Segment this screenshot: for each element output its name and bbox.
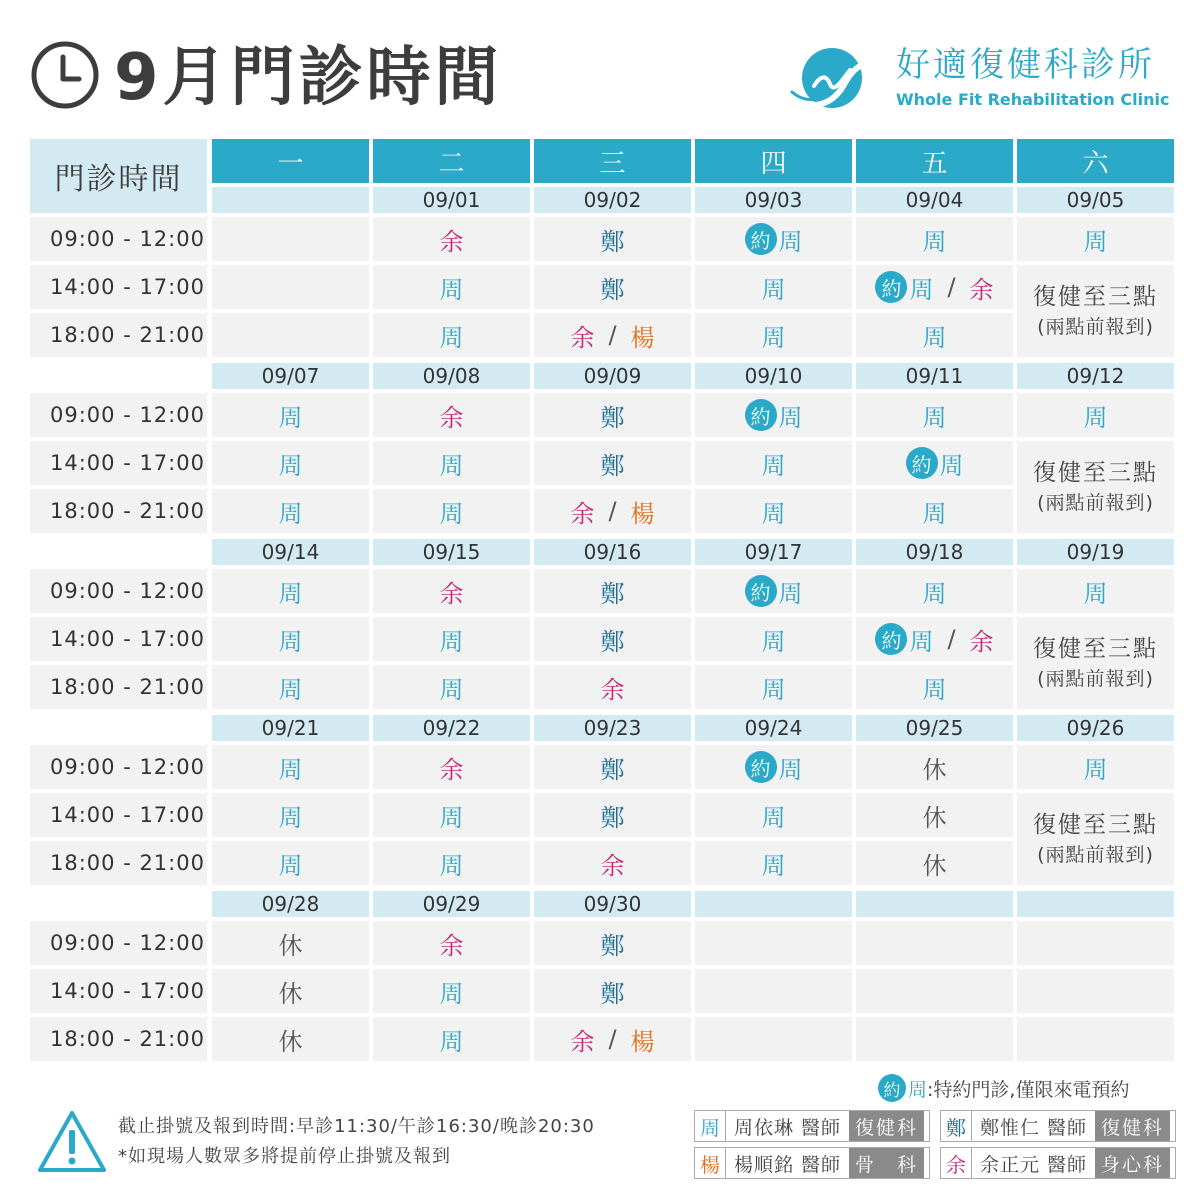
doctor-mark: 周: [439, 275, 464, 304]
schedule-slot: [695, 793, 852, 837]
schedule-slot: [212, 665, 369, 709]
time-slot-label: 09:00 - 12:00: [30, 217, 207, 261]
time-slot-label: 14:00 - 17:00: [30, 793, 207, 837]
time-slot-label: 18:00 - 21:00: [30, 665, 207, 709]
doctor-mark: 鄭: [600, 579, 625, 608]
schedule-slot: [856, 969, 1013, 1013]
schedule-slot: [534, 1017, 691, 1061]
schedule-slot: [856, 265, 1013, 309]
schedule-slot: [373, 665, 530, 709]
corner-header: 門診時間: [30, 139, 207, 213]
closed-mark: 休: [278, 1027, 303, 1056]
date-cell-empty: [1017, 891, 1174, 917]
schedule-slot: [534, 793, 691, 837]
doctor-mark: 余: [570, 323, 595, 352]
schedule-slot: [856, 665, 1013, 709]
doctor-mark: 鄭: [600, 755, 625, 784]
schedule-slot: [695, 393, 852, 437]
schedule-slot: [373, 793, 530, 837]
doctor-mark: 周: [439, 451, 464, 480]
date-cell: 09/02: [534, 187, 691, 213]
doctor-mark: 余: [969, 627, 994, 656]
schedule-slot: [1017, 569, 1174, 613]
schedule-slot: [212, 841, 369, 885]
schedule-slot: [212, 313, 369, 357]
schedule-slot: [212, 393, 369, 437]
time-slot-label: 14:00 - 17:00: [30, 265, 207, 309]
doctor-separator: /: [608, 321, 617, 349]
legend-doctor-name: 余正元 醫師: [980, 1153, 1088, 1176]
schedule-slot: [373, 921, 530, 965]
saturday-rehab-note: [1017, 793, 1174, 885]
day-header: 二: [373, 139, 530, 183]
schedule-slot: [856, 217, 1013, 261]
saturday-note-line1: 復健至三點: [1033, 812, 1158, 838]
legend-char: 余: [941, 1148, 972, 1178]
saturday-rehab-note: [1017, 441, 1174, 533]
schedule-slot: [856, 921, 1013, 965]
doctor-mark: 周: [922, 499, 947, 528]
schedule-slot: [1017, 745, 1174, 789]
doctor-mark: 周: [439, 627, 464, 656]
legend-char: 鄭: [941, 1111, 972, 1141]
schedule-slot: [856, 393, 1013, 437]
date-cell: 09/29: [373, 891, 530, 917]
date-cell: 09/15: [373, 539, 530, 565]
saturday-rehab-note: [1017, 265, 1174, 357]
schedule-slot: [373, 393, 530, 437]
schedule-slot: [1017, 921, 1174, 965]
doctor-mark: 周: [278, 627, 303, 656]
doctor-mark: 周: [761, 627, 786, 656]
schedule-slot: [373, 265, 530, 309]
doctor-mark: 鄭: [600, 403, 625, 432]
schedule-slot: [856, 745, 1013, 789]
schedule-slot: [373, 745, 530, 789]
date-cell: 09/09: [534, 363, 691, 389]
appointment-only-badge: 約: [875, 623, 907, 655]
schedule-slot: [695, 265, 852, 309]
schedule-slot: [1017, 1017, 1174, 1061]
date-cell: 09/21: [212, 715, 369, 741]
legend-department: 復健科: [1095, 1111, 1170, 1141]
doctor-mark: 周: [439, 1027, 464, 1056]
schedule-slot: [212, 1017, 369, 1061]
schedule-slot: [856, 441, 1013, 485]
day-header: 三: [534, 139, 691, 183]
date-cell: 09/12: [1017, 363, 1174, 389]
doctor-mark: 鄭: [600, 931, 625, 960]
schedule-slot: [534, 841, 691, 885]
schedule-slot: [856, 569, 1013, 613]
doctor-mark: 周: [939, 451, 964, 480]
doctor-mark: 余: [570, 1027, 595, 1056]
time-slot-label: 18:00 - 21:00: [30, 1017, 207, 1061]
date-cell: 09/24: [695, 715, 852, 741]
schedule-slot: [856, 793, 1013, 837]
date-cell-empty: [695, 891, 852, 917]
doctor-mark: 周: [761, 275, 786, 304]
schedule-slot: [856, 617, 1013, 661]
doctor-mark: 周: [278, 803, 303, 832]
doctor-mark: 周: [922, 403, 947, 432]
doctor-mark: 周: [439, 803, 464, 832]
saturday-note-line2: (兩點前報到): [1037, 316, 1154, 338]
schedule-slot: [534, 569, 691, 613]
doctor-mark: 周: [761, 675, 786, 704]
date-cell: 09/03: [695, 187, 852, 213]
doctor-mark: 周: [1083, 755, 1108, 784]
doctor-mark: 周: [278, 499, 303, 528]
time-slot-label: 18:00 - 21:00: [30, 489, 207, 533]
doctor-mark: 楊: [630, 1027, 655, 1056]
doctor-separator: /: [947, 625, 956, 653]
saturday-note-line1: 復健至三點: [1033, 636, 1158, 662]
doctor-mark: 余: [570, 499, 595, 528]
doctor-mark: 周: [439, 851, 464, 880]
time-slot-label: 18:00 - 21:00: [30, 313, 207, 357]
schedule-slot: [695, 665, 852, 709]
schedule-slot: [212, 617, 369, 661]
schedule-slot: [534, 393, 691, 437]
saturday-note-line2: (兩點前報到): [1037, 844, 1154, 866]
date-cell: 09/04: [856, 187, 1013, 213]
warning-icon: [36, 1108, 108, 1176]
saturday-note-line2: (兩點前報到): [1037, 492, 1154, 514]
doctor-mark: 鄭: [600, 227, 625, 256]
doctor-mark: 周: [761, 499, 786, 528]
schedule-slot: [212, 745, 369, 789]
doctor-mark: 周: [778, 403, 803, 432]
appointment-doctor: 周: [908, 1078, 928, 1101]
legend-char: 楊: [695, 1148, 726, 1178]
schedule-slot: [856, 1017, 1013, 1061]
schedule-slot: [695, 313, 852, 357]
doctor-mark: 周: [439, 979, 464, 1008]
day-header: 四: [695, 139, 852, 183]
schedule-slot: [534, 921, 691, 965]
doctor-mark: 周: [909, 627, 934, 656]
schedule-slot: [856, 841, 1013, 885]
date-cell: 09/22: [373, 715, 530, 741]
doctor-mark: 周: [922, 323, 947, 352]
saturday-note-line1: 復健至三點: [1033, 284, 1158, 310]
schedule-slot: [212, 969, 369, 1013]
doctor-separator: /: [608, 497, 617, 525]
doctor-mark: 余: [439, 579, 464, 608]
legend-doctor-name: 鄭惟仁 醫師: [980, 1116, 1088, 1139]
schedule-slot: [373, 489, 530, 533]
doctor-mark: 周: [1083, 403, 1108, 432]
date-cell: 09/23: [534, 715, 691, 741]
schedule-slot: [534, 217, 691, 261]
schedule-slot: [695, 841, 852, 885]
doctor-mark: 鄭: [600, 275, 625, 304]
date-cell: 09/25: [856, 715, 1013, 741]
schedule-slot: [695, 1017, 852, 1061]
closed-mark: 休: [922, 755, 947, 784]
day-header: 一: [212, 139, 369, 183]
doctor-mark: 余: [439, 931, 464, 960]
doctor-mark: 余: [439, 755, 464, 784]
date-cell: 09/11: [856, 363, 1013, 389]
legend-department: 復健科: [849, 1111, 924, 1141]
legend-department: 身心科: [1095, 1148, 1170, 1178]
saturday-rehab-note: [1017, 617, 1174, 709]
legend-department: 骨 科: [849, 1148, 924, 1178]
schedule-slot: [534, 265, 691, 309]
time-slot-label: 18:00 - 21:00: [30, 841, 207, 885]
schedule-slot: [373, 969, 530, 1013]
schedule-slot: [534, 745, 691, 789]
crowd-note: *如現場人數眾多將提前停止掛號及報到: [118, 1146, 451, 1167]
page-title: 9月門診時間: [114, 41, 503, 115]
date-cell: 09/05: [1017, 187, 1174, 213]
time-slot-label: 14:00 - 17:00: [30, 441, 207, 485]
time-slot-label: 14:00 - 17:00: [30, 617, 207, 661]
doctor-mark: 周: [278, 755, 303, 784]
time-slot-label: 09:00 - 12:00: [30, 921, 207, 965]
doctor-mark: 周: [922, 579, 947, 608]
schedule-slot: [856, 489, 1013, 533]
appointment-only-badge: 約: [906, 447, 938, 479]
clinic-name-en: Whole Fit Rehabilitation Clinic: [896, 90, 1170, 109]
time-slot-label: 09:00 - 12:00: [30, 745, 207, 789]
clinic-name: 好適復健科診所: [896, 45, 1155, 85]
doctor-mark: 周: [278, 403, 303, 432]
date-cell: 09/17: [695, 539, 852, 565]
doctor-mark: 周: [922, 675, 947, 704]
date-cell-empty: [856, 891, 1013, 917]
doctor-mark: 余: [969, 275, 994, 304]
date-cell: 09/18: [856, 539, 1013, 565]
schedule-slot: [373, 441, 530, 485]
schedule-slot: [695, 217, 852, 261]
doctor-mark: 周: [439, 499, 464, 528]
schedule-slot: [212, 441, 369, 485]
doctor-mark: 鄭: [600, 979, 625, 1008]
doctor-mark: 周: [909, 275, 934, 304]
appointment-badge: 約: [878, 1074, 906, 1102]
schedule-slot: [695, 569, 852, 613]
schedule-slot: [534, 313, 691, 357]
appointment-only-badge: 約: [745, 399, 777, 431]
legend-doctor-name: 周依琳 醫師: [734, 1116, 842, 1139]
schedule-slot: [373, 1017, 530, 1061]
date-cell: 09/14: [212, 539, 369, 565]
schedule-slot: [695, 617, 852, 661]
schedule-slot: [695, 969, 852, 1013]
appointment-only-badge: 約: [745, 223, 777, 255]
doctor-mark: 余: [439, 227, 464, 256]
doctor-mark: 周: [278, 451, 303, 480]
deadline-text: 截止掛號及報到時間:早診11:30/午診16:30/晚診20:30: [118, 1116, 595, 1137]
schedule-slot: [1017, 217, 1174, 261]
legend-doctor-name: 楊順銘 醫師: [734, 1153, 842, 1176]
schedule-slot: [856, 313, 1013, 357]
date-cell: 09/10: [695, 363, 852, 389]
doctor-mark: 周: [439, 675, 464, 704]
date-cell: 09/16: [534, 539, 691, 565]
legend-item: [940, 1110, 1176, 1142]
closed-mark: 休: [278, 979, 303, 1008]
appointment-only-badge: 約: [745, 751, 777, 783]
schedule-slot: [212, 489, 369, 533]
doctor-mark: 余: [600, 851, 625, 880]
schedule-slot: [695, 441, 852, 485]
closed-mark: 休: [922, 803, 947, 832]
date-cell: 09/19: [1017, 539, 1174, 565]
legend-item: [940, 1147, 1176, 1179]
date-cell: 09/01: [373, 187, 530, 213]
appointment-only-badge: 約: [875, 271, 907, 303]
doctor-mark: 楊: [630, 499, 655, 528]
schedule-slot: [534, 489, 691, 533]
doctor-mark: 周: [1083, 579, 1108, 608]
date-cell: 09/28: [212, 891, 369, 917]
schedule-slot: [212, 265, 369, 309]
appointment-note: [878, 1074, 1129, 1102]
schedule-slot: [695, 921, 852, 965]
saturday-note-line1: 復健至三點: [1033, 460, 1158, 486]
legend-item: [694, 1110, 930, 1142]
doctor-mark: 余: [600, 675, 625, 704]
time-slot-label: 09:00 - 12:00: [30, 569, 207, 613]
doctor-mark: 周: [761, 451, 786, 480]
schedule-slot: [212, 793, 369, 837]
doctor-mark: 鄭: [600, 627, 625, 656]
schedule-slot: [695, 745, 852, 789]
date-cell: 09/07: [212, 363, 369, 389]
saturday-note-line2: (兩點前報到): [1037, 668, 1154, 690]
date-cell: 09/08: [373, 363, 530, 389]
doctor-mark: 周: [922, 227, 947, 256]
schedule-slot: [212, 921, 369, 965]
schedule-slot: [534, 969, 691, 1013]
legend-char: 周: [695, 1111, 726, 1141]
legend-item: [694, 1147, 930, 1179]
schedule-slot: [1017, 969, 1174, 1013]
doctor-mark: 周: [761, 323, 786, 352]
doctor-mark: 鄭: [600, 803, 625, 832]
schedule-slot: [373, 217, 530, 261]
schedule-slot: [373, 841, 530, 885]
schedule-slot: [534, 441, 691, 485]
closed-mark: 休: [922, 851, 947, 880]
time-slot-label: 14:00 - 17:00: [30, 969, 207, 1013]
doctor-mark: 楊: [630, 323, 655, 352]
doctor-separator: /: [947, 273, 956, 301]
schedule-slot: [534, 617, 691, 661]
day-header: 六: [1017, 139, 1174, 183]
doctor-mark: 周: [278, 579, 303, 608]
doctor-mark: 周: [761, 851, 786, 880]
schedule-slot: [373, 313, 530, 357]
time-slot-label: 09:00 - 12:00: [30, 393, 207, 437]
day-header: 五: [856, 139, 1013, 183]
date-cell: 09/30: [534, 891, 691, 917]
doctor-mark: 周: [778, 227, 803, 256]
schedule-slot: [373, 617, 530, 661]
schedule-slot: [212, 217, 369, 261]
doctor-mark: 周: [778, 579, 803, 608]
doctor-mark: 周: [278, 851, 303, 880]
doctor-mark: 周: [778, 755, 803, 784]
doctor-separator: /: [608, 1025, 617, 1053]
schedule-slot: [212, 569, 369, 613]
date-cell: 09/26: [1017, 715, 1174, 741]
schedule-slot: [1017, 393, 1174, 437]
appointment-text: :特約門診,僅限來電預約: [927, 1078, 1130, 1101]
schedule-slot: [695, 489, 852, 533]
doctor-mark: 鄭: [600, 451, 625, 480]
schedule-slot: [534, 665, 691, 709]
appointment-only-badge: 約: [745, 575, 777, 607]
schedule-slot: [373, 569, 530, 613]
doctor-mark: 周: [439, 323, 464, 352]
doctor-mark: 周: [761, 803, 786, 832]
doctor-mark: 周: [278, 675, 303, 704]
date-cell-empty: [212, 187, 369, 213]
doctor-mark: 余: [439, 403, 464, 432]
doctor-mark: 周: [1083, 227, 1108, 256]
closed-mark: 休: [278, 931, 303, 960]
